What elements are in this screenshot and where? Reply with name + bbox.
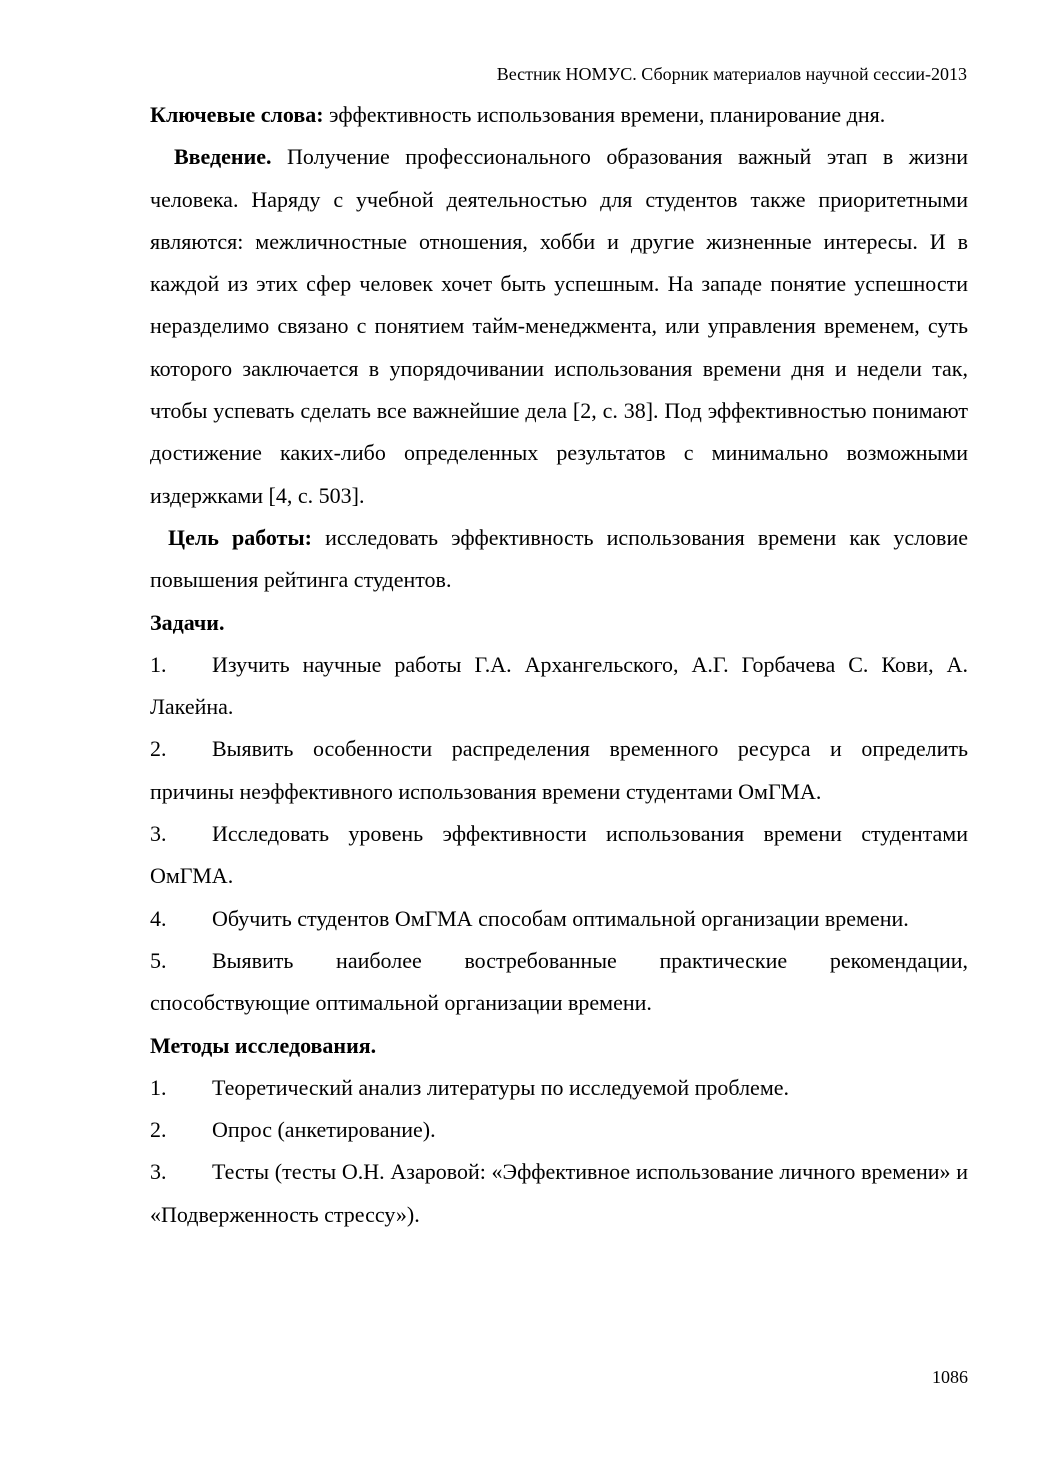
running-header: Вестник НОМУС. Сборник материалов научной сессии-2013 xyxy=(496,64,967,84)
intro-text: Получение профессионального образования важный этап в жизни человека. Наряду с учебной деятельностью для студентов также приоритетными являются: межличностные отношения, хобби и другие жизненные интересы. И в каждой из этих сфер человек хочет быть успешным. На западе понятие успешности неразделимо связано с понятием тайм-менеджмента, или управления временем, суть которого заключается в упорядочивании использования времени дня и недели так, чтобы успевать сделать все важнейшие дела [2, с. 38]. Под эффективностью понимают достижение каких-либо определенных результатов с минимально возможными издержками [4, с. 503]. xyxy=(150,144,968,508)
task-item-5 xyxy=(150,940,968,1025)
list-number: 2. xyxy=(150,1117,167,1143)
methods-heading: Методы исследования. xyxy=(150,1032,377,1058)
list-text: Обучить студентов ОмГМА способам оптимальной организации времени. xyxy=(212,905,909,931)
list-text: Выявить особенности распределения временного ресурса и определить причины неэффективного использования времени студентами ОмГМА. xyxy=(150,736,968,804)
method-item-3 xyxy=(150,1151,968,1236)
list-number: 2. xyxy=(150,736,167,762)
tasks-heading: Задачи. xyxy=(150,609,225,635)
list-number: 1. xyxy=(150,1074,167,1100)
list-number: 3. xyxy=(150,821,167,847)
task-item-2 xyxy=(150,728,968,813)
article-body xyxy=(150,94,968,1236)
method-item-1 xyxy=(150,1067,968,1109)
list-number: 3. xyxy=(150,1159,167,1185)
intro-paragraph xyxy=(150,136,968,517)
goal-paragraph xyxy=(150,517,968,602)
goal-text: исследовать эффективность использования времени как условие повышения рейтинга студентов. xyxy=(150,524,968,593)
list-number: 5. xyxy=(150,947,167,973)
task-item-3 xyxy=(150,813,968,898)
list-text: Выявить наиболее востребованные практические рекомендации, способствующие оптимальной организации времени. xyxy=(150,947,968,1016)
list-number: 4. xyxy=(150,905,167,931)
keywords-paragraph xyxy=(150,94,968,136)
list-text: Тесты (тесты О.Н. Азаровой: «Эффективное использование личного времени» и «Подверженность стрессу»). xyxy=(150,1159,968,1227)
keywords-label: Ключевые слова: xyxy=(150,102,324,127)
list-number: 1. xyxy=(150,651,167,677)
task-item-1 xyxy=(150,644,968,729)
task-item-4 xyxy=(150,898,968,940)
goal-label: Цель работы: xyxy=(168,524,312,550)
list-text: Опрос (анкетирование). xyxy=(212,1117,436,1143)
method-item-2 xyxy=(150,1109,968,1151)
keywords-text: эффективность использования времени, планирование дня. xyxy=(323,102,886,127)
page-number: 1086 xyxy=(932,1367,968,1387)
intro-label: Введение. xyxy=(174,144,272,170)
list-text: Исследовать уровень эффективности использования времени студентами ОмГМА. xyxy=(150,821,968,889)
list-text: Изучить научные работы Г.А. Архангельского, А.Г. Горбачева С. Кови, А. Лакейна. xyxy=(150,651,968,720)
list-text: Теоретический анализ литературы по исследуемой проблеме. xyxy=(212,1074,790,1100)
